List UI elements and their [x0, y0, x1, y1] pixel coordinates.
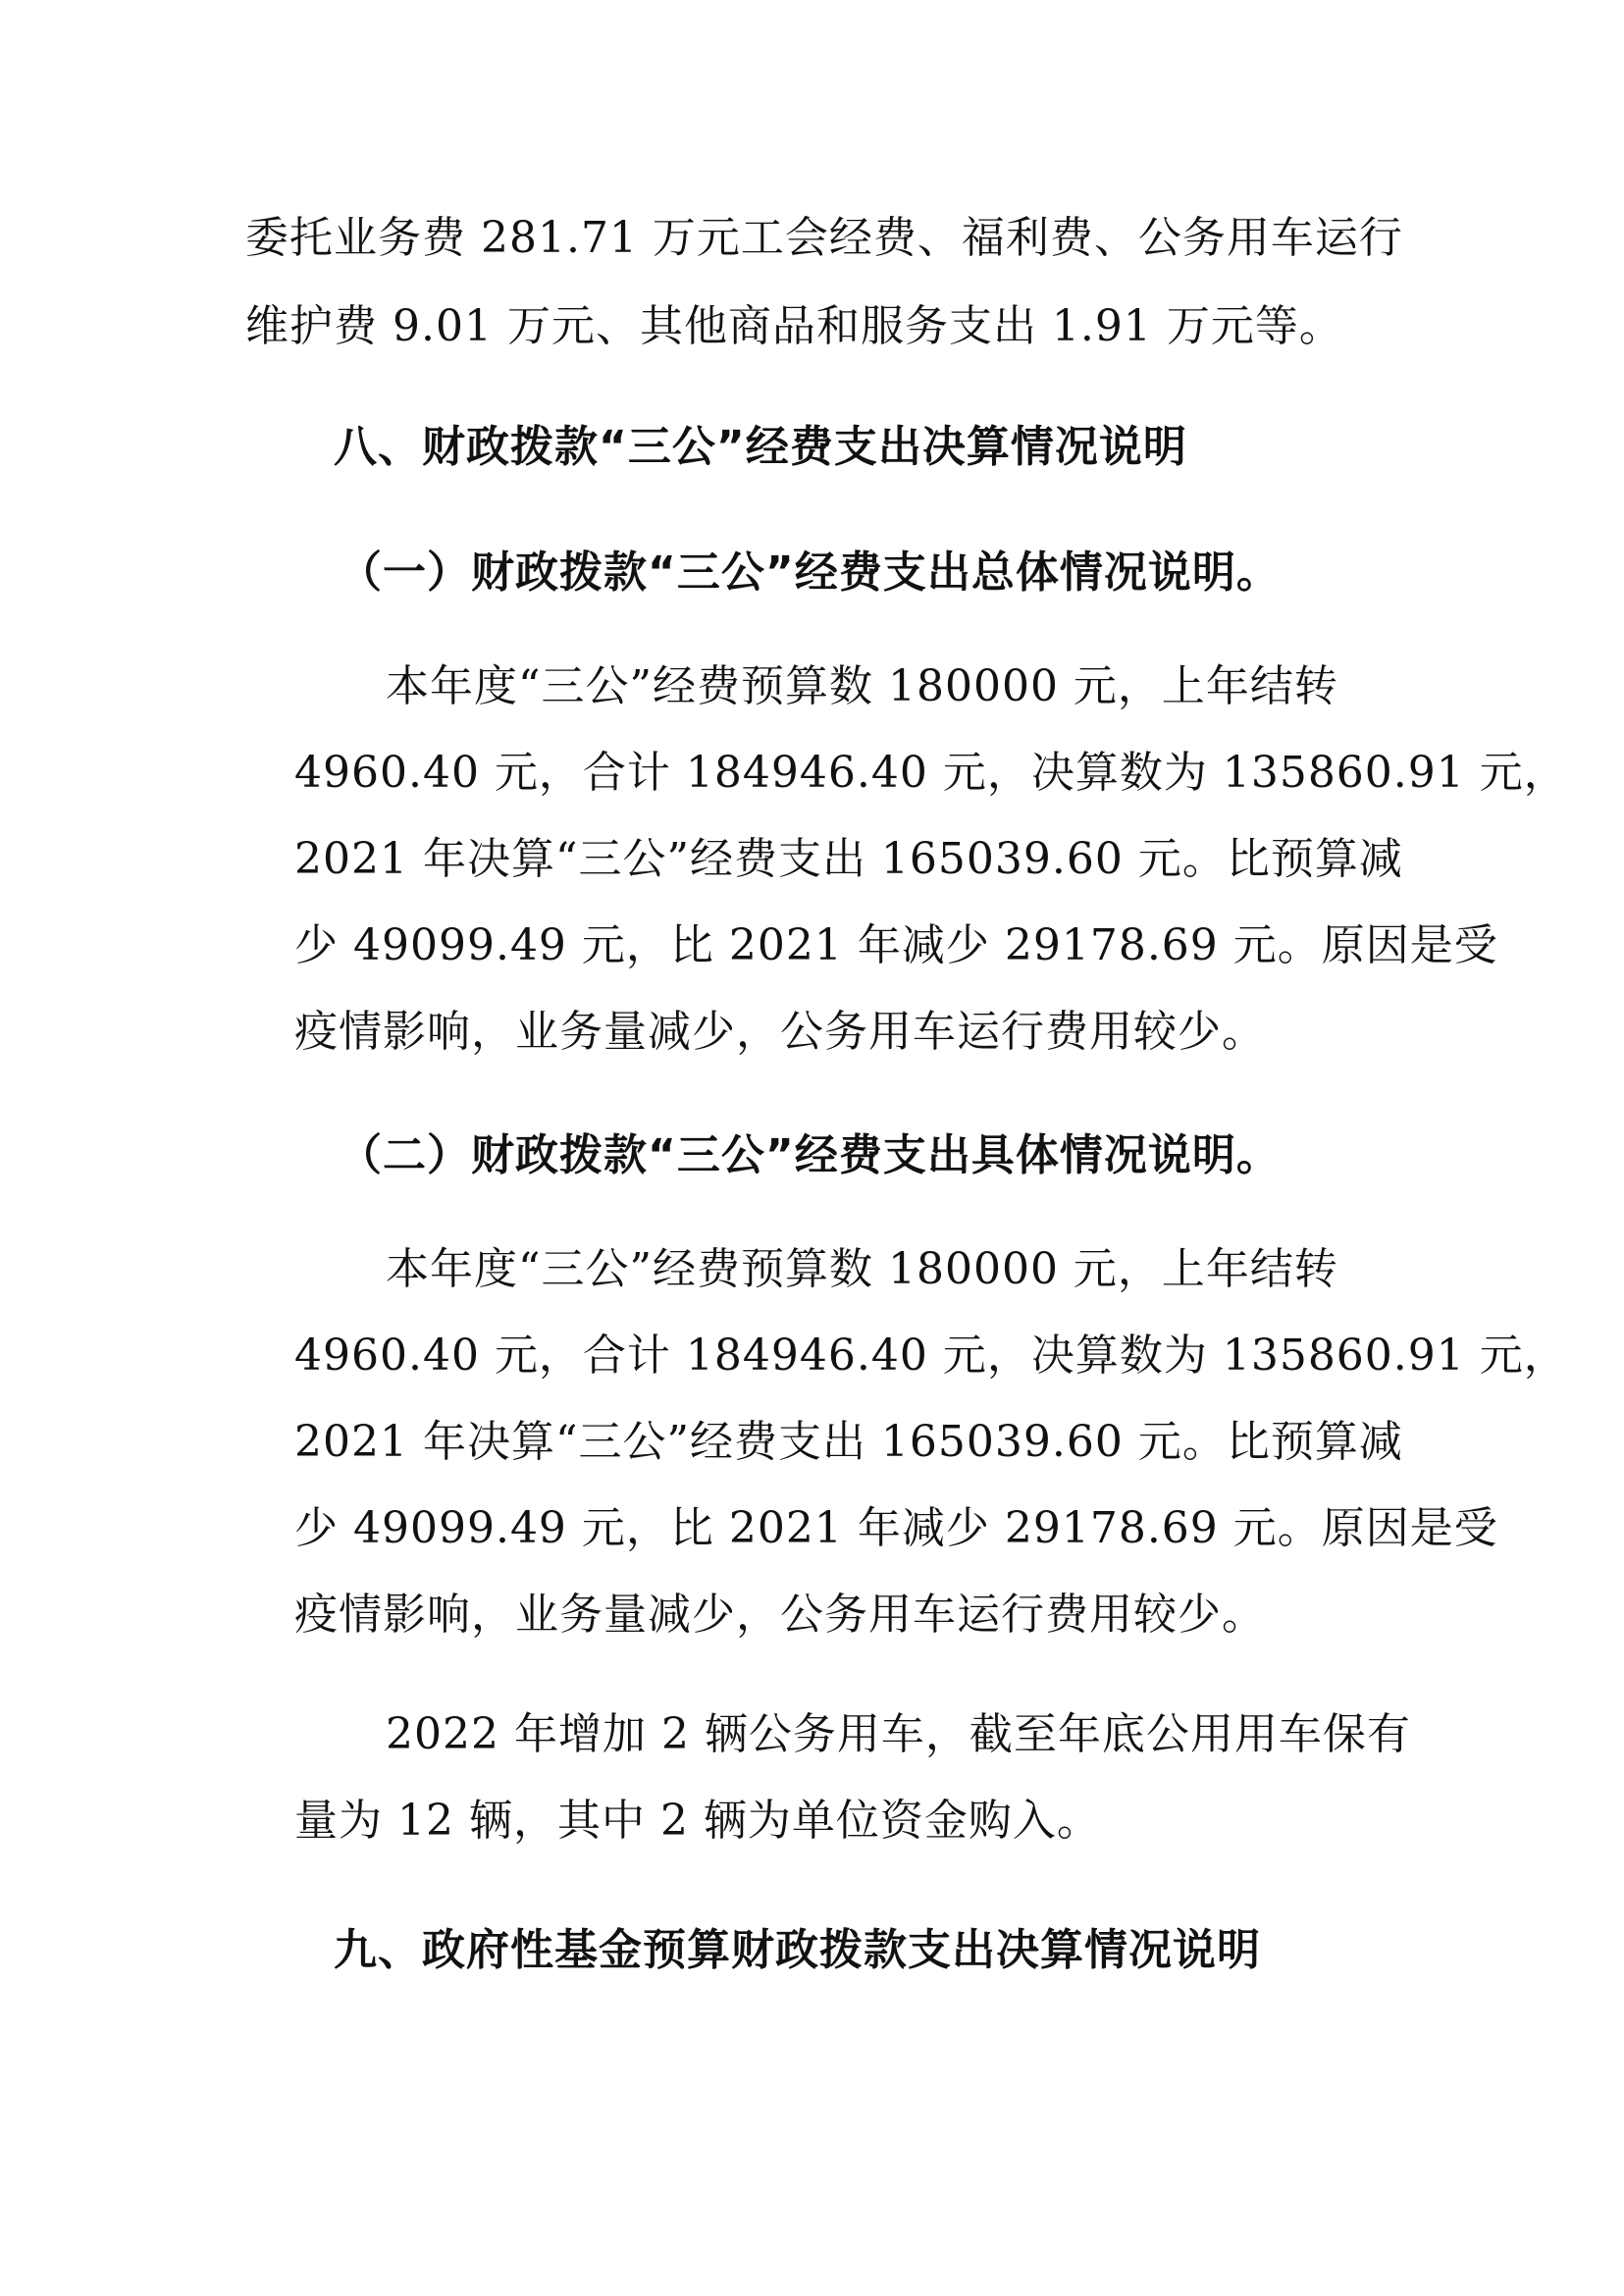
sub2-line-3: 2021 年决算“三公”经费支出 165039.60 元。比预算减 [294, 1417, 1403, 1467]
sub1-line-2: 4960.40 元，合计 184946.40 元，决算数为 135860.91 元， [294, 748, 1568, 798]
sub2-line-1: 本年度“三公”经费预算数 180000 元，上年结转 [386, 1244, 1338, 1294]
sub1-line-1: 本年度“三公”经费预算数 180000 元，上年结转 [386, 661, 1338, 711]
sub2-line-5: 疫情影响，业务量减少，公务用车运行费用较少。 [294, 1590, 1266, 1640]
intro-line-2: 维护费 9.01 万元、其他商品和服务支出 1.91 万元等。 [245, 301, 1343, 351]
section-9-heading: 九、政府性基金预算财政拨款支出决算情况说明 [334, 1925, 1261, 1975]
section-8-sub2-heading: （二）财政拨款“三公”经费支出具体情况说明。 [339, 1130, 1281, 1180]
vehicles-line-1: 2022 年增加 2 辆公务用车，截至年底公用用车保有 [386, 1709, 1411, 1759]
sub1-line-3: 2021 年决算“三公”经费支出 165039.60 元。比预算减 [294, 834, 1403, 884]
sub1-line-5: 疫情影响，业务量减少，公务用车运行费用较少。 [294, 1007, 1266, 1057]
vehicles-line-2: 量为 12 辆，其中 2 辆为单位资金购入。 [294, 1796, 1101, 1846]
section-8-sub1-heading: （一）财政拨款“三公”经费支出总体情况说明。 [339, 548, 1281, 598]
section-8-heading: 八、财政拨款“三公”经费支出决算情况说明 [334, 422, 1187, 472]
sub1-line-4: 少 49099.49 元，比 2021 年减少 29178.69 元。原因是受 [294, 920, 1498, 970]
sub2-line-2: 4960.40 元，合计 184946.40 元，决算数为 135860.91 元， [294, 1331, 1568, 1381]
intro-line-1: 委托业务费 281.71 万元工会经费、福利费、公务用车运行 [245, 213, 1403, 263]
sub2-line-4: 少 49099.49 元，比 2021 年减少 29178.69 元。原因是受 [294, 1503, 1498, 1553]
